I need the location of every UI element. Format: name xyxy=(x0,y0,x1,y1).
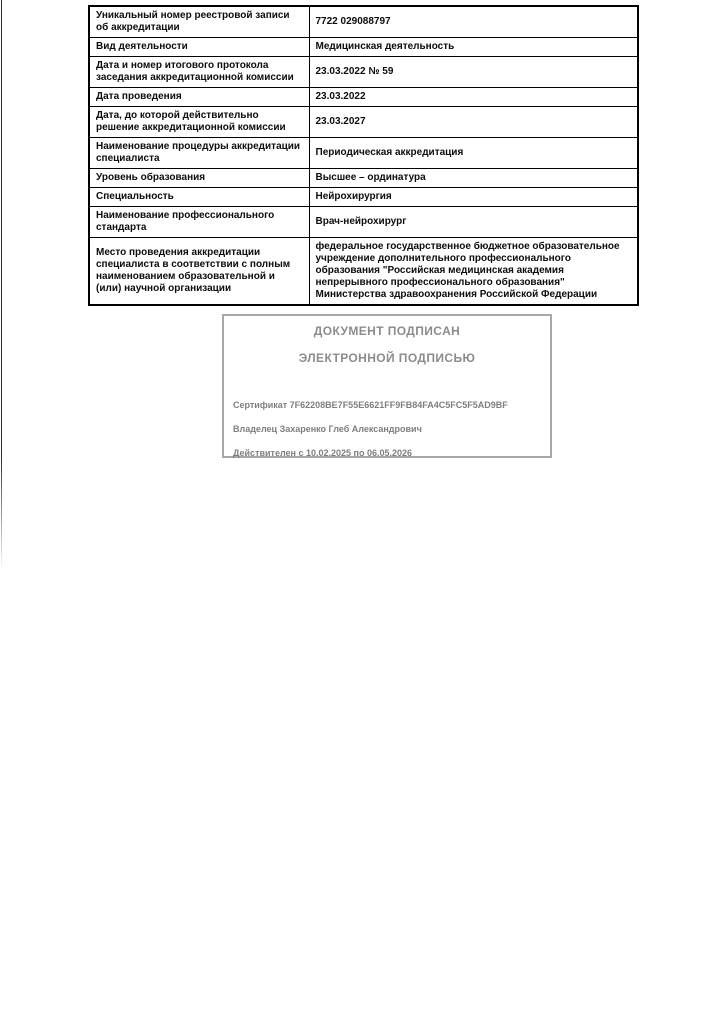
field-label: Дата и номер итогового протокола заседания аккредитационной комиссии xyxy=(89,57,309,88)
table-row xyxy=(89,88,638,107)
stamp-title-line1: ДОКУМЕНТ ПОДПИСАН xyxy=(313,324,461,338)
accreditation-table xyxy=(88,5,639,306)
field-value: Врач-нейрохирург xyxy=(309,207,638,238)
table-row xyxy=(89,207,638,238)
field-value: 23.03.2027 xyxy=(309,107,638,138)
field-value: 7722 029088797 xyxy=(309,6,638,38)
field-label: Место проведения аккредитации специалиста в соответствии с полным наименованием образовательной и (или) научной организации xyxy=(89,238,309,306)
field-value: Высшее – ординатура xyxy=(309,169,638,188)
table-row xyxy=(89,107,638,138)
table-row xyxy=(89,57,638,88)
field-value: Медицинская деятельность xyxy=(309,38,638,57)
field-label: Уникальный номер реестровой записи об аккредитации xyxy=(89,6,309,38)
table-row xyxy=(89,138,638,169)
field-label: Наименование процедуры аккредитации специалиста xyxy=(89,138,309,169)
field-label: Наименование профессионального стандарта xyxy=(89,207,309,238)
field-label: Уровень образования xyxy=(89,169,309,188)
table-row xyxy=(89,169,638,188)
field-value: Нейрохирургия xyxy=(309,188,638,207)
field-label: Специальность xyxy=(89,188,309,207)
field-value: Периодическая аккредитация xyxy=(309,138,638,169)
field-label: Дата, до которой действительно решение аккредитационной комиссии xyxy=(89,107,309,138)
field-label: Дата проведения xyxy=(89,88,309,107)
field-value: 23.03.2022 № 59 xyxy=(309,57,638,88)
table-row xyxy=(89,188,638,207)
field-value: 23.03.2022 xyxy=(309,88,638,107)
stamp-title-line2: ЭЛЕКТРОННОЙ ПОДПИСЬЮ xyxy=(298,351,476,365)
digital-signature-stamp xyxy=(222,314,552,458)
field-value: федеральное государственное бюджетное образовательное учреждение дополнительного профессионального образования "Российская медицинская академия непрерывного профессионального образования" Министерства здравоохранения Российской Федерации xyxy=(309,238,638,306)
field-label: Вид деятельности xyxy=(89,38,309,57)
certificate-line: Сертификат 7F62208BE7F55E6621FF9FB84FA4C5FC5F5AD9BF xyxy=(233,400,508,410)
table-row xyxy=(89,238,638,306)
owner-line: Владелец Захаренко Глеб Александрович xyxy=(233,424,422,434)
validity-line: Действителен с 10.02.2025 по 06.05.2026 xyxy=(233,448,413,458)
table-row xyxy=(89,6,638,38)
page-edge-artifact xyxy=(1,0,2,570)
table-row xyxy=(89,38,638,57)
